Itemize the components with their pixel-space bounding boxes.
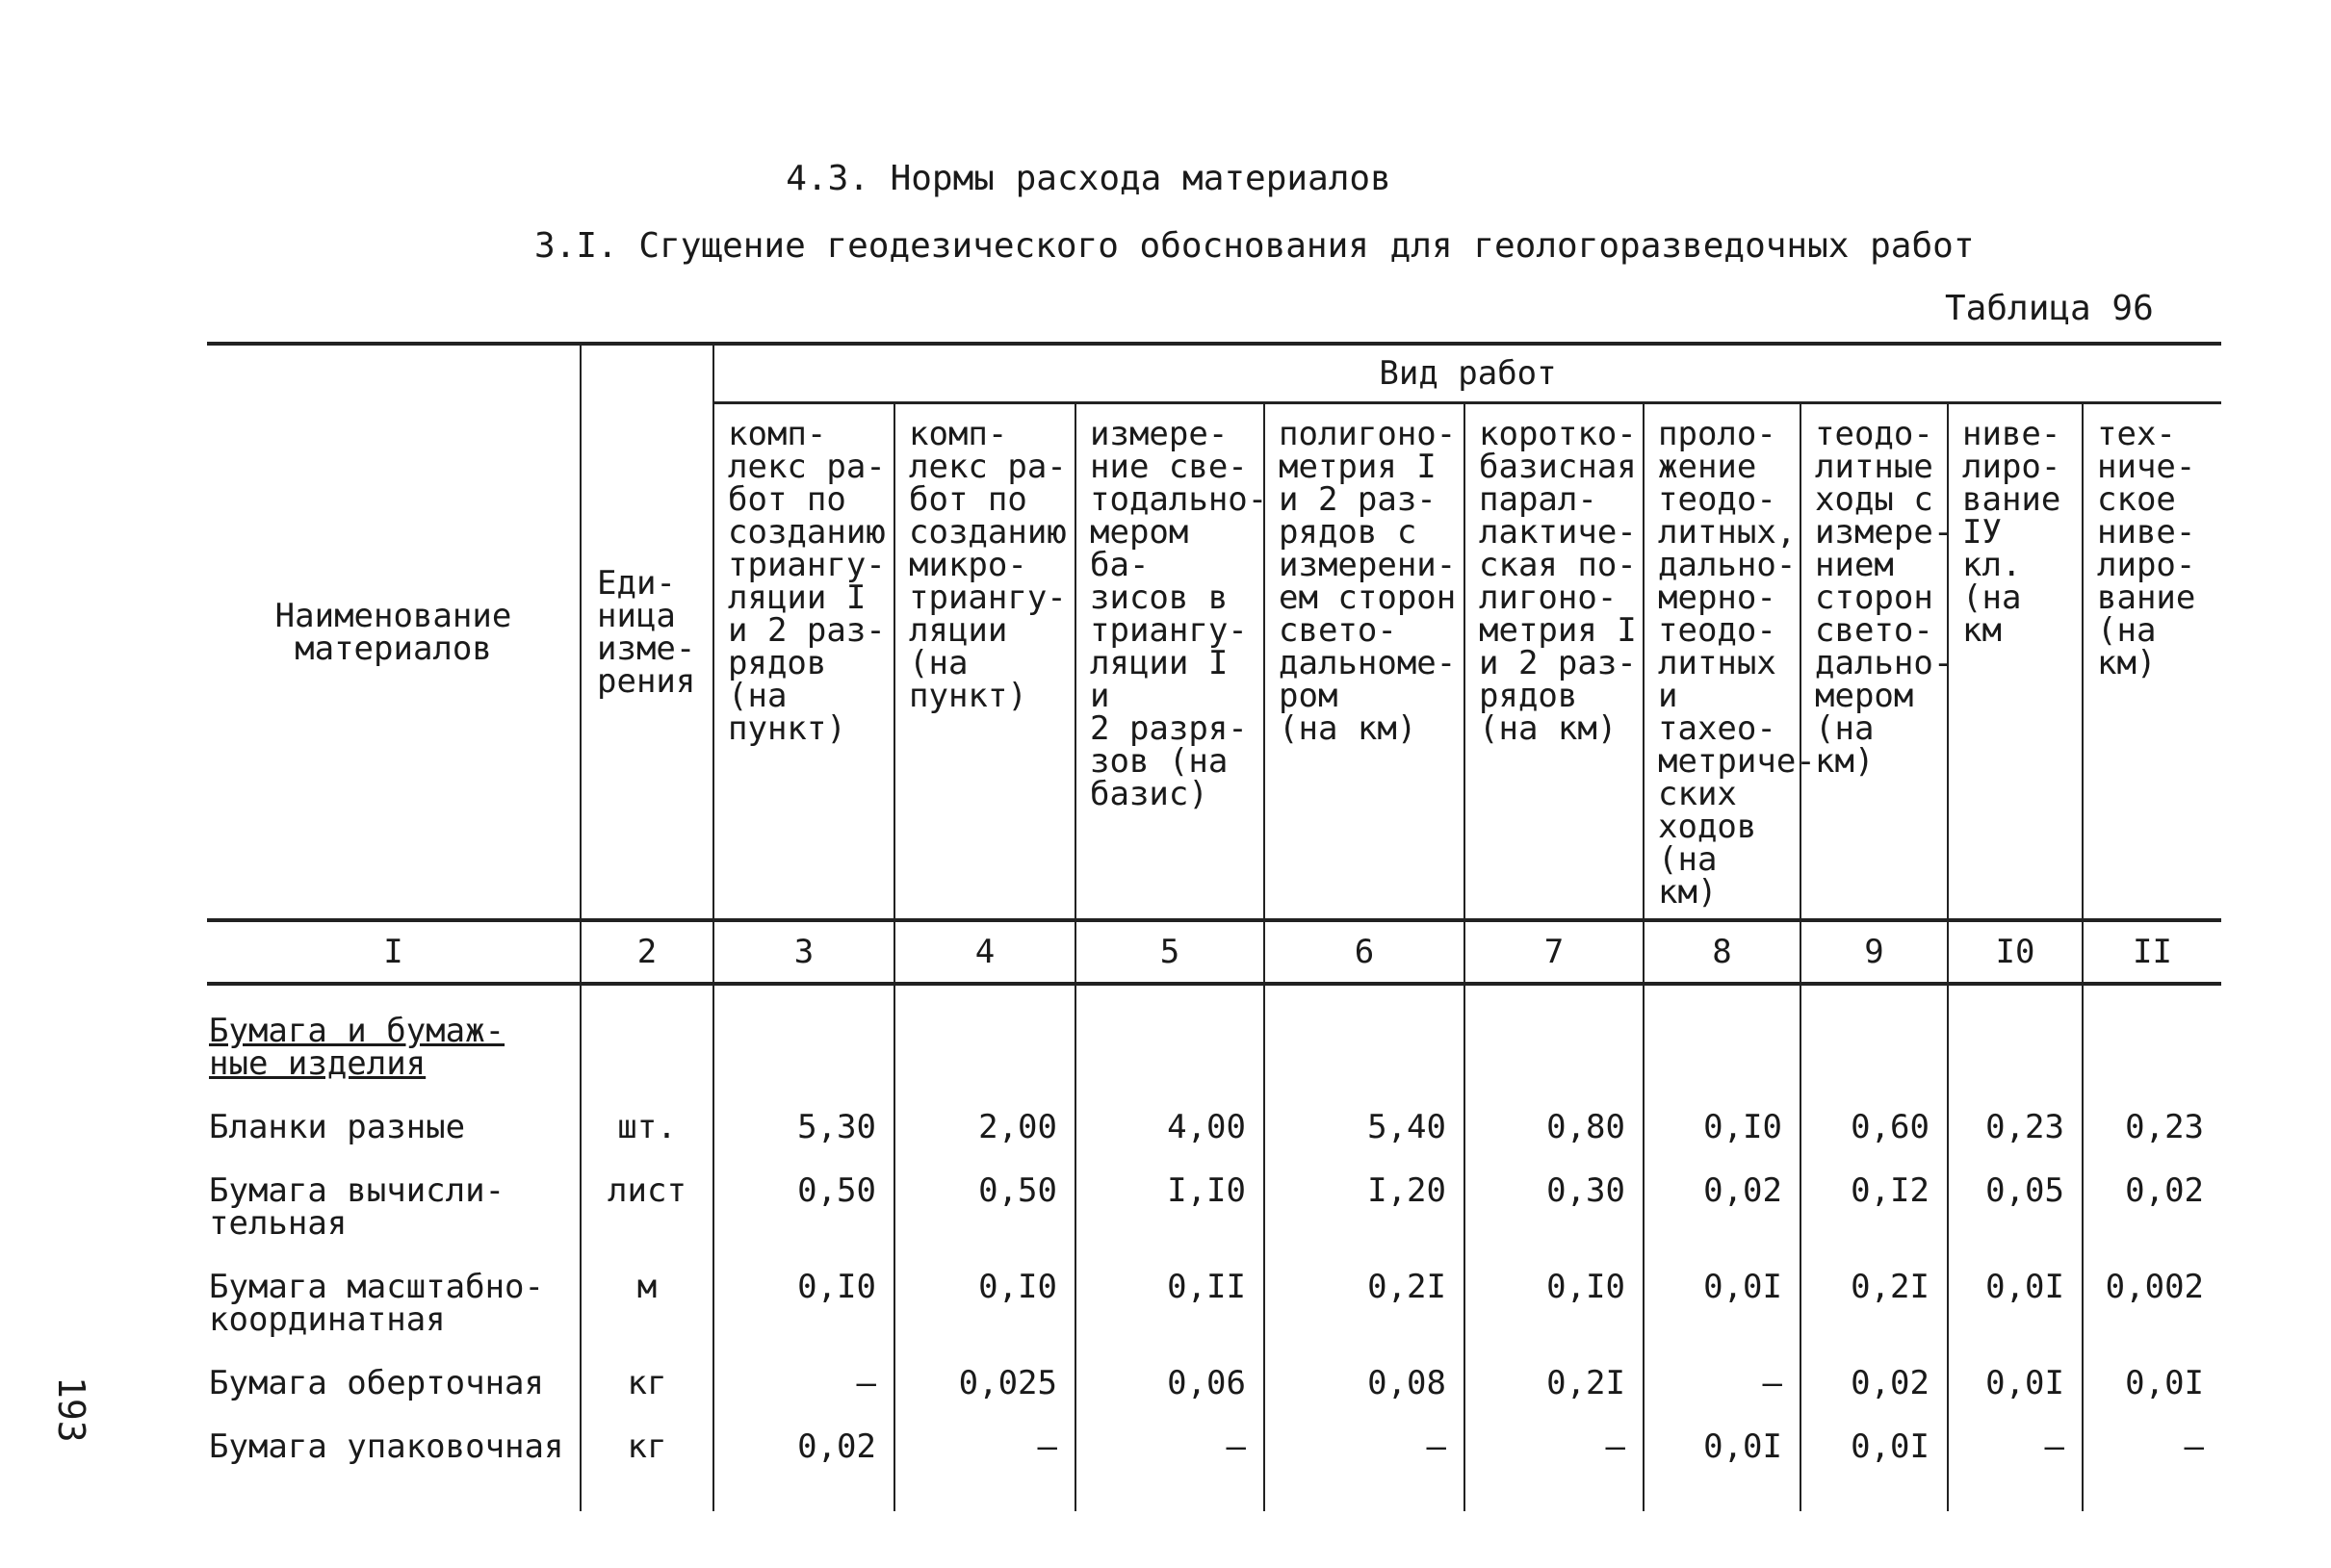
column-number: I0 [1948,920,2083,984]
header-work-type: нивe- лиро- вание IУ кл. (на км [1948,403,2083,921]
value-cell: 0,02 [1800,1367,1948,1430]
unit-cell: кг [581,1430,713,1511]
unit-cell: кг [581,1367,713,1430]
material-name: Бумага масштабно- координатная [207,1271,581,1367]
value-cell: 0,23 [1948,1111,2083,1174]
value-cell: 0,2I [1800,1271,1948,1367]
material-name: Бланки разные [207,1111,581,1174]
value-cell: 0,50 [894,1174,1075,1271]
value-cell: 0,I0 [1644,1111,1800,1174]
value-cell: – [1075,1430,1264,1511]
group-label: Бумага и бумаж- ные изделия [209,1012,505,1083]
material-name: Бумага упаковочная [207,1430,581,1511]
header-work-type-group: Вид работ [713,344,2221,403]
value-cell: 0,2I [1464,1367,1644,1430]
value-cell: 0,I0 [713,1271,894,1367]
value-cell: 0,0I [1948,1367,2083,1430]
value-cell: 0,80 [1464,1111,1644,1174]
table-row [207,1271,2221,1367]
value-cell: 0,I0 [894,1271,1075,1367]
table-row [207,1111,2221,1174]
value-cell: – [1644,1367,1800,1430]
value-cell: 0,2I [1264,1271,1464,1367]
value-cell: 0,50 [713,1174,894,1271]
value-cell: 5,30 [713,1111,894,1174]
value-cell: – [1464,1430,1644,1511]
column-number: I [207,920,581,984]
unit-cell: лист [581,1174,713,1271]
table-row [207,1367,2221,1430]
column-number: 4 [894,920,1075,984]
header-work-type: измере- ние све- тодально- мером ба- зисов в триангу- ляции I и 2 разря- зов (на базис) [1075,403,1264,921]
materials-norms-table [207,342,2221,1511]
group-label-cell [207,984,581,1111]
column-number: II [2083,920,2221,984]
material-name: Бумага оберточная [207,1367,581,1430]
section-title: 4.3. Нормы расхода материалов [786,159,1391,198]
column-number: 2 [581,920,713,984]
value-cell: – [2083,1430,2221,1511]
header-work-type: коротко- базисная парал- лактиче- ская по- лигоно- метрия I и 2 раз- рядов (на км) [1464,403,1644,921]
value-cell: 0,23 [2083,1111,2221,1174]
value-cell: 0,05 [1948,1174,2083,1271]
value-cell: 0,002 [2083,1271,2221,1367]
header-unit: Еди- ница изме- рения [581,344,713,920]
material-name: Бумага вычисли- тельная [207,1174,581,1271]
value-cell: 0,II [1075,1271,1264,1367]
column-number: 7 [1464,920,1644,984]
unit-cell: м [581,1271,713,1367]
column-number: 6 [1264,920,1464,984]
column-number: 9 [1800,920,1948,984]
value-cell: 0,0I [2083,1367,2221,1430]
value-cell: 0,30 [1464,1174,1644,1271]
header-work-type: комп- лекс ра- бот по созданию микро- триангу- ляции (на пункт) [894,403,1075,921]
value-cell: 0,0I [1948,1271,2083,1367]
value-cell: – [1264,1430,1464,1511]
value-cell: – [713,1367,894,1430]
value-cell: 5,40 [1264,1111,1464,1174]
value-cell: 0,02 [1644,1174,1800,1271]
value-cell: 2,00 [894,1111,1075,1174]
value-cell: 0,06 [1075,1367,1264,1430]
header-material-name: Наименование материалов [207,344,581,920]
header-work-type: проло- жение теодо- литных, дально- мерно- теодо- литных и тахео- метриче- ских ходов (на км) [1644,403,1800,921]
header-work-type: тех- ничe- ское ниве- лиро- вание (на км) [2083,403,2221,921]
value-cell: – [1948,1430,2083,1511]
value-cell: I,20 [1264,1174,1464,1271]
value-cell: 0,0I [1644,1271,1800,1367]
subsection-title: 3.I. Сгущение геодезического обоснования для геологоразведочных работ [534,226,1975,266]
value-cell: 0,02 [2083,1174,2221,1271]
value-cell: 0,02 [713,1430,894,1511]
table-label: Таблица 96 [1945,289,2154,328]
value-cell: 0,025 [894,1367,1075,1430]
unit-cell: шт. [581,1111,713,1174]
table-row [207,1430,2221,1511]
value-cell: 4,00 [1075,1111,1264,1174]
header-work-type: комп- лекс ра- бот по созданию триангу- ляции I и 2 раз- рядов (на пункт) [713,403,894,921]
value-cell: I,I0 [1075,1174,1264,1271]
value-cell: 0,I2 [1800,1174,1948,1271]
column-number: 8 [1644,920,1800,984]
value-cell: 0,08 [1264,1367,1464,1430]
value-cell: 0,60 [1800,1111,1948,1174]
column-number: 5 [1075,920,1264,984]
table-row [207,1174,2221,1271]
column-number: 3 [713,920,894,984]
header-work-type: полигоно- метрия I и 2 раз- рядов с измерени- ем сторон свето- дальноме- ром (на км) [1264,403,1464,921]
header-work-type: теодо- литные ходы с измере- нием сторон свето- дально- мером (на км) [1800,403,1948,921]
value-cell: 0,0I [1644,1430,1800,1511]
value-cell: – [894,1430,1075,1511]
value-cell: 0,0I [1800,1430,1948,1511]
value-cell: 0,I0 [1464,1271,1644,1367]
page-number: 193 [50,1376,92,1443]
